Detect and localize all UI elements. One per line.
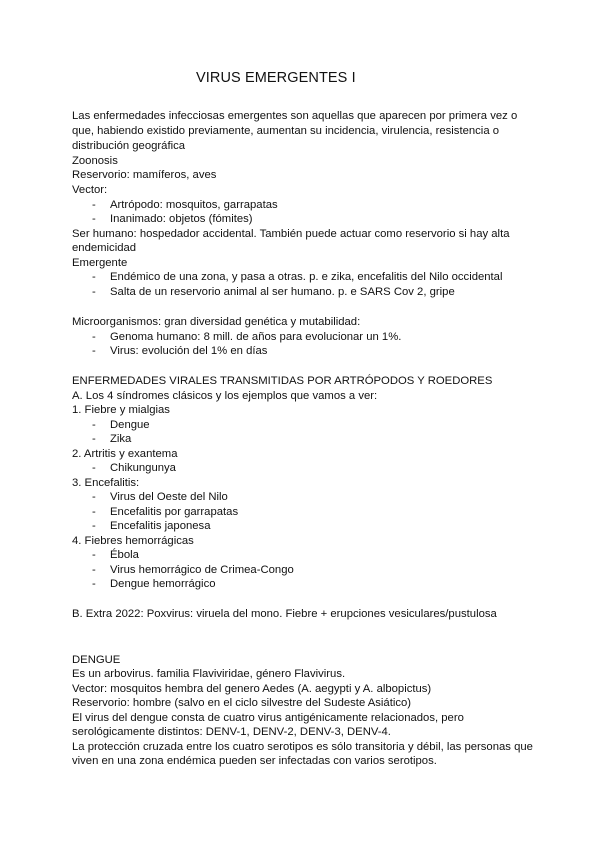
list-item bbox=[92, 330, 401, 344]
dash-bullet: - bbox=[92, 491, 96, 503]
list-item bbox=[92, 577, 216, 591]
list-item bbox=[92, 505, 238, 519]
list-item-text: Virus hemorrágico de Crimea-Congo bbox=[110, 564, 294, 576]
intro-line: distribución geográfica bbox=[72, 140, 186, 152]
list-item bbox=[92, 563, 294, 577]
syndrome-heading: 1. Fiebre y mialgias bbox=[72, 404, 170, 416]
syndrome-heading: 3. Encefalitis: bbox=[72, 477, 140, 489]
syndrome-heading: 4. Fiebres hemorrágicas bbox=[72, 535, 194, 547]
section-intro: A. Los 4 síndromes clásicos y los ejemplos que vamos a ver: bbox=[72, 390, 378, 402]
list-item-text: Encefalitis japonesa bbox=[110, 520, 211, 532]
list-item bbox=[92, 490, 228, 504]
syndrome-heading: 2. Artritis y exantema bbox=[72, 448, 178, 460]
vector-line: Vector: bbox=[72, 184, 108, 196]
list-item-text: Dengue bbox=[110, 419, 150, 431]
ser-humano-line: endemicidad bbox=[72, 242, 137, 254]
list-item-text: Inanimado: objetos (fómites) bbox=[110, 213, 253, 225]
dash-bullet: - bbox=[92, 564, 96, 576]
list-item-text: Zika bbox=[110, 433, 132, 445]
dengue-line: La protección cruzada entre los cuatro serotipos es sólo transitoria y débil, las personas que bbox=[72, 741, 533, 753]
dengue-line: Es un arbovirus. familia Flaviviridae, género Flavivirus. bbox=[72, 668, 346, 680]
list-item bbox=[92, 198, 278, 212]
dash-bullet: - bbox=[92, 578, 96, 590]
dengue-line: Reservorio: hombre (salvo en el ciclo silvestre del Sudeste Asiático) bbox=[72, 697, 412, 709]
list-item-text: Dengue hemorrágico bbox=[110, 578, 216, 590]
list-item-text: Artrópodo: mosquitos, garrapatas bbox=[110, 199, 278, 211]
dash-bullet: - bbox=[92, 462, 96, 474]
dash-bullet: - bbox=[92, 549, 96, 561]
list-item bbox=[92, 519, 210, 533]
page-title: VIRUS EMERGENTES I bbox=[196, 70, 356, 86]
dash-bullet: - bbox=[92, 271, 96, 283]
list-item bbox=[92, 212, 253, 226]
list-item-text: Encefalitis por garrapatas bbox=[110, 506, 239, 518]
list-item-text: Ébola bbox=[110, 549, 139, 561]
dash-bullet: - bbox=[92, 213, 96, 225]
list-item bbox=[92, 285, 455, 299]
emergente-heading: Emergente bbox=[72, 257, 128, 269]
dash-bullet: - bbox=[92, 286, 96, 298]
dash-bullet: - bbox=[92, 419, 96, 431]
dash-bullet: - bbox=[92, 433, 96, 445]
list-item bbox=[92, 344, 267, 358]
dash-bullet: - bbox=[92, 520, 96, 532]
reservorio-line: Reservorio: mamíferos, aves bbox=[72, 169, 217, 181]
list-item bbox=[92, 270, 502, 284]
dash-bullet: - bbox=[92, 506, 96, 518]
ser-humano-line: Ser humano: hospedador accidental. También puede actuar como reservorio si hay alta bbox=[72, 228, 510, 240]
dash-bullet: - bbox=[92, 345, 96, 357]
dengue-line: serológicamente distintos: DENV-1, DENV-2, DENV-3, DENV-4. bbox=[72, 726, 391, 738]
section-heading: ENFERMEDADES VIRALES TRANSMITIDAS POR ARTRÓPODOS Y ROEDORES bbox=[72, 375, 493, 387]
list-item bbox=[92, 418, 150, 432]
dash-bullet: - bbox=[92, 199, 96, 211]
list-item-text: Virus: evolución del 1% en días bbox=[110, 345, 268, 357]
list-item-text: Genoma humano: 8 mill. de años para evolucionar un 1%. bbox=[110, 331, 402, 343]
list-item-text: Virus del Oeste del Nilo bbox=[110, 491, 228, 503]
dengue-line: viven en una zona endémica pueden ser infectadas con varios serotipos. bbox=[72, 755, 437, 767]
list-item-text: Endémico de una zona, y pasa a otras. p. e zika, encefalitis del Nilo occidental bbox=[110, 271, 503, 283]
list-item-text: Chikungunya bbox=[110, 462, 176, 474]
list-item-text: Salta de un reservorio animal al ser humano. p. e SARS Cov 2, gripe bbox=[110, 286, 455, 298]
list-item bbox=[92, 548, 139, 562]
list-item bbox=[92, 461, 176, 475]
dash-bullet: - bbox=[92, 331, 96, 343]
dengue-line: El virus del dengue consta de cuatro virus antigénicamente relacionados, pero bbox=[72, 712, 464, 724]
extra-line: B. Extra 2022: Poxvirus: viruela del mono. Fiebre + erupciones vesiculares/pustulosa bbox=[72, 608, 497, 620]
dengue-line: Vector: mosquitos hembra del genero Aedes (A. aegypti y A. albopictus) bbox=[72, 683, 432, 695]
microorganismos-heading: Microorganismos: gran diversidad genética y mutabilidad: bbox=[72, 316, 361, 328]
intro-line: que, habiendo existido previamente, aumentan su incidencia, virulencia, resistencia o bbox=[72, 125, 500, 137]
intro-line: Las enfermedades infecciosas emergentes son aquellas que aparecen por primera vez o bbox=[72, 110, 518, 122]
list-item bbox=[92, 432, 131, 446]
zoonosis-heading: Zoonosis bbox=[72, 155, 118, 167]
dengue-heading: DENGUE bbox=[72, 654, 121, 666]
